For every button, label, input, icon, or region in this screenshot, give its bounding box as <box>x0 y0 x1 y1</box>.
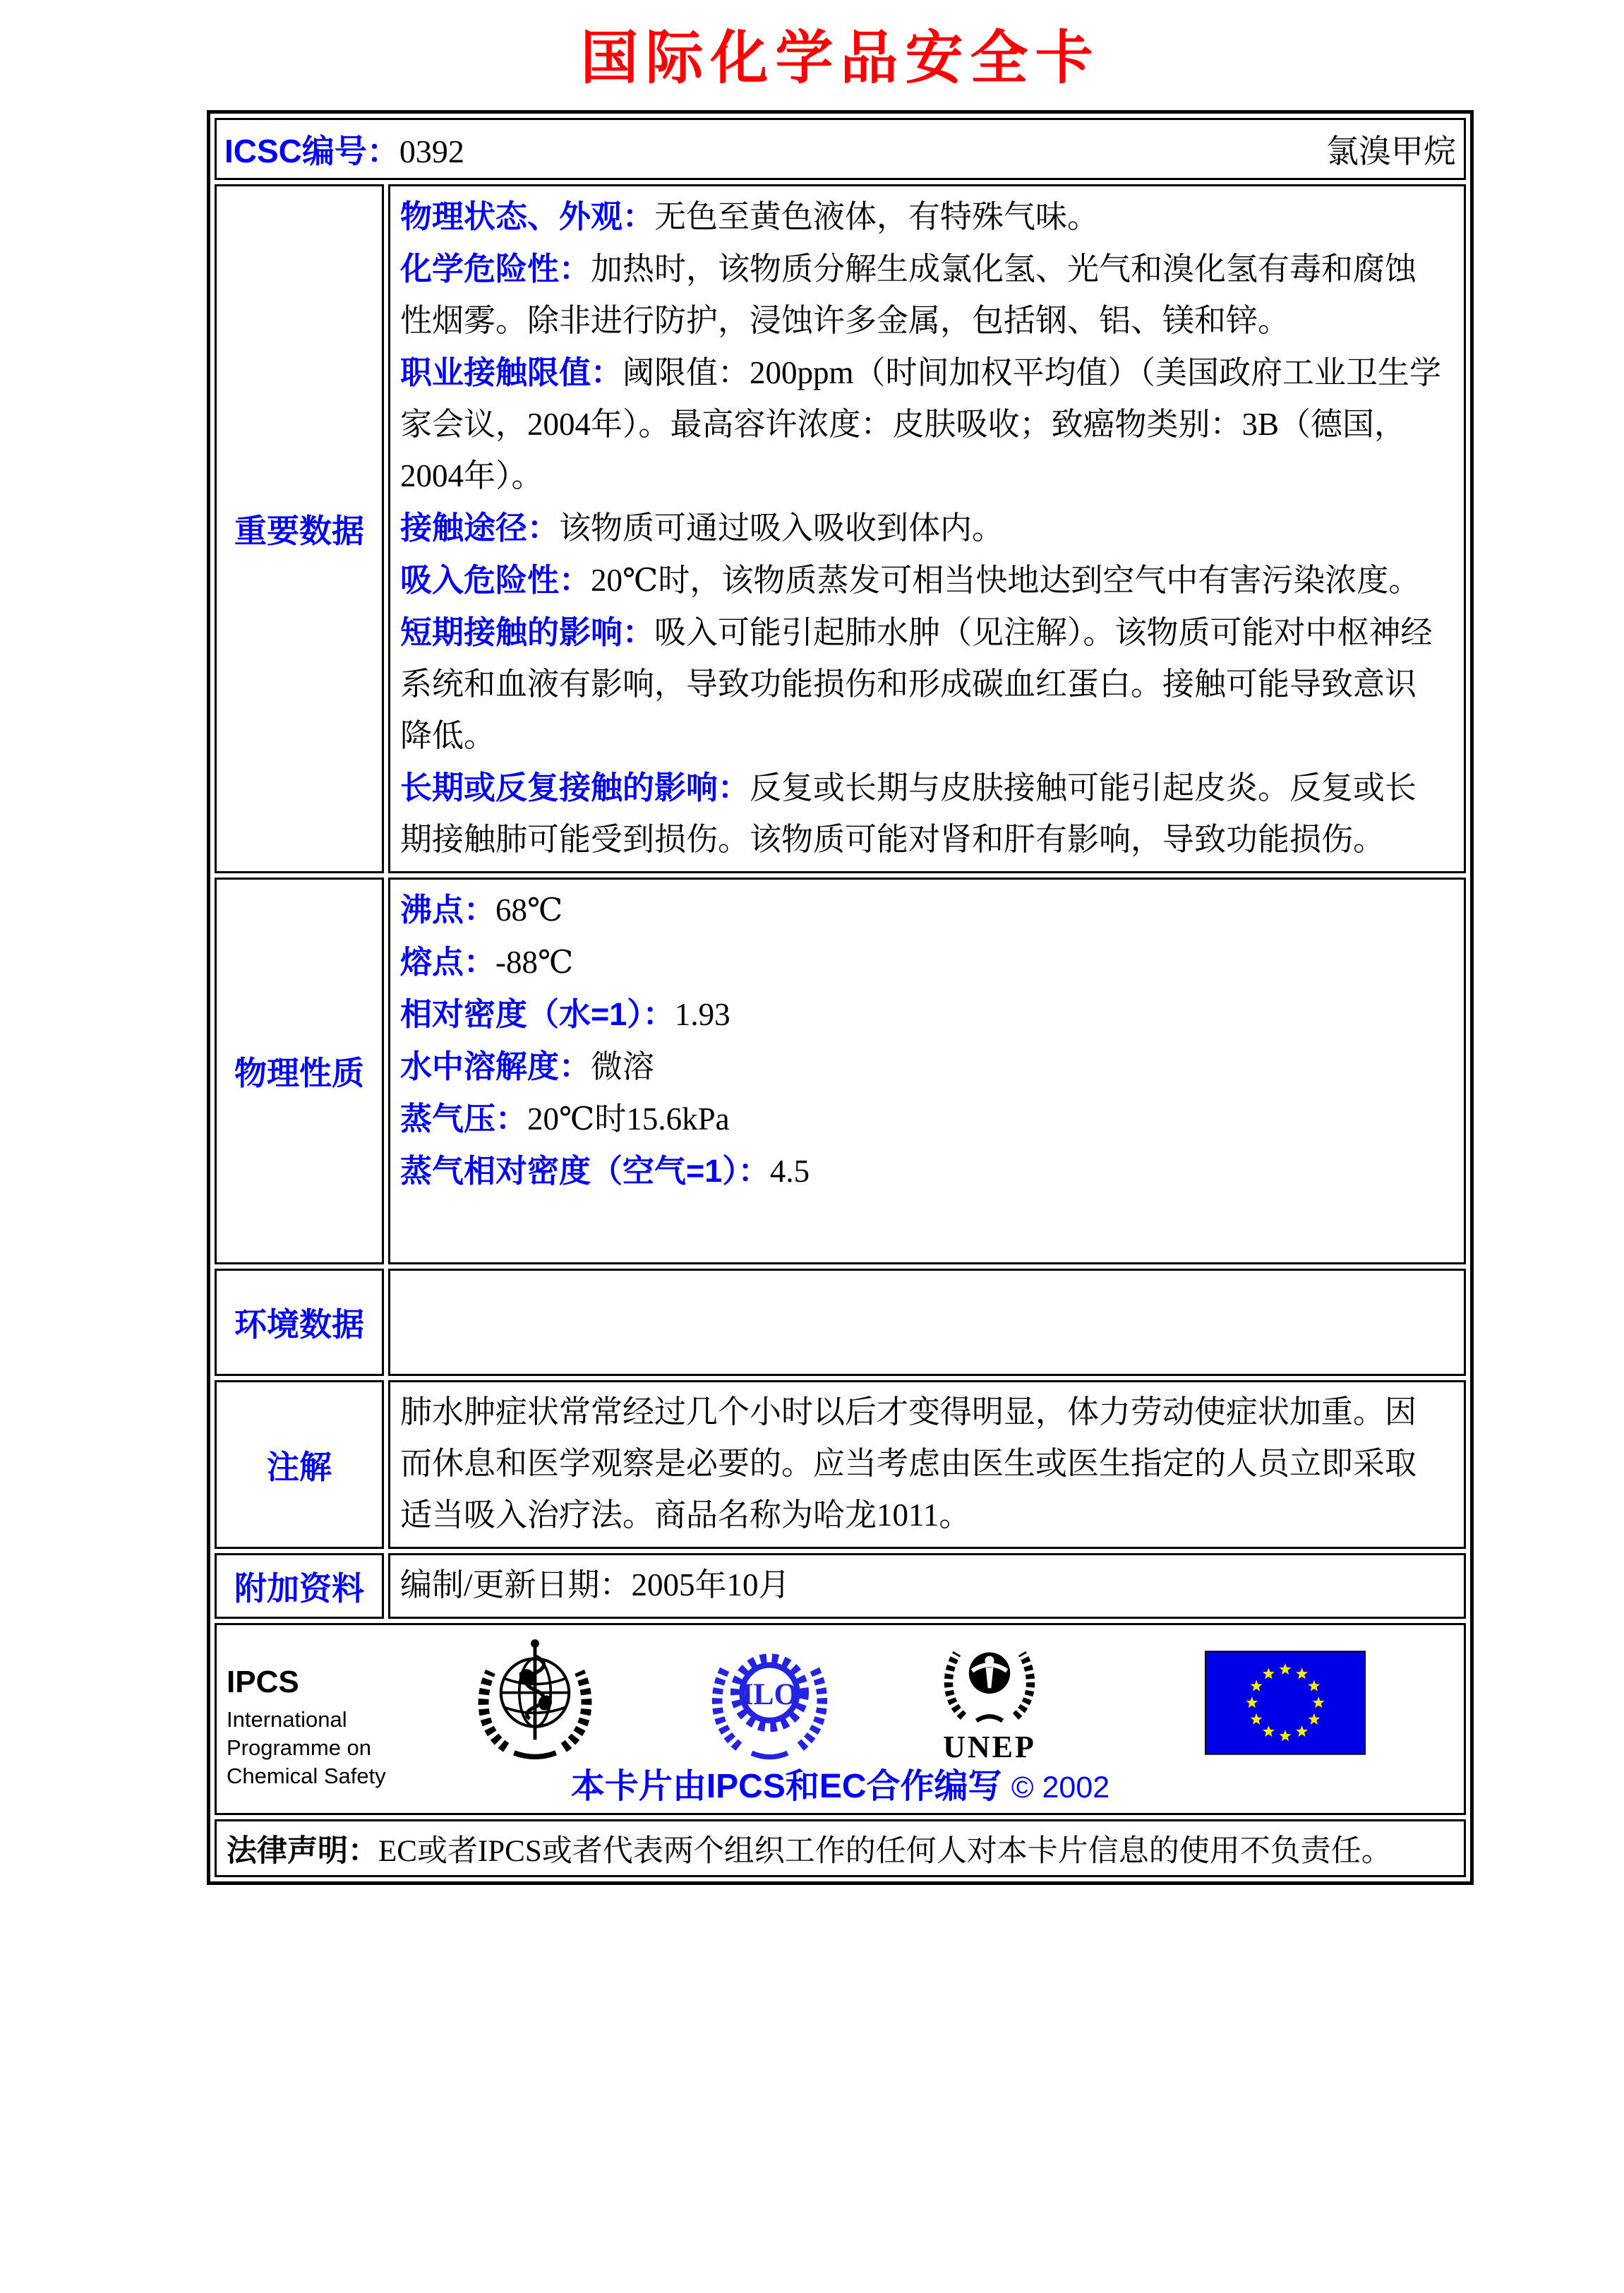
field-exposure-route: 接触途径：该物质可通过吸入吸收到体内。 <box>400 510 1004 546</box>
copyright-text: © 2002 <box>1011 1771 1110 1805</box>
card-header <box>217 126 1463 172</box>
environmental-data-content <box>388 1269 1466 1376</box>
field-vapor-relative-density: 蒸气相对密度（空气=1）：4.5 <box>400 1153 810 1190</box>
notes-row <box>215 1380 1466 1549</box>
ilo-logo-icon <box>694 1634 846 1762</box>
unep-wordmark: UNEP <box>943 1730 1036 1765</box>
unep-logo-icon <box>933 1629 1046 1730</box>
field-long-term-effects: 长期或反复接触的影响：反复或长期与皮肤接触可能引起皮炎。反复或长期接触肺可能受到损伤。该物质可能对肾和肝有影响，导致功能损伤。 <box>400 770 1417 858</box>
ipcs-acronym: IPCS <box>227 1665 299 1700</box>
physical-properties-row <box>215 878 1466 1264</box>
section-label-important-data: 重要数据 <box>215 184 384 873</box>
legal-text: EC或者IPCS或者代表两个组织工作的任何人对本卡片信息的使用不负责任。 <box>378 1834 1392 1868</box>
unep-logo <box>933 1629 1046 1765</box>
environmental-data-row <box>215 1269 1466 1376</box>
notes-content: 肺水肿症状常常经过几个小时以后才变得明显，体力劳动使症状加重。因而休息和医学观察是必要的。应当考虑由医生或医生指定的人员立即采取适当吸入治疗法。商品名称为哈龙1011。 <box>388 1380 1466 1549</box>
section-label-physical-properties: 物理性质 <box>215 878 384 1264</box>
physical-properties-content <box>388 878 1466 1264</box>
icsc-card-table <box>207 110 1474 1885</box>
icsc-number <box>224 126 464 172</box>
ipcs-text-block: IPCS International Programme on Chemical Safety <box>227 1665 386 1789</box>
field-chemical-danger: 化学危险性：加热时，该物质分解生成氯化氢、光气和溴化氢有毒和腐蚀性烟雾。除非进行防护，浸蚀许多金属，包括钢、铝、镁和锌。 <box>400 251 1417 339</box>
page-title: 国际化学品安全卡 <box>580 26 1100 90</box>
ilo-letters: ILO <box>741 1677 798 1712</box>
field-melting-point: 熔点：-88℃ <box>400 944 574 981</box>
icsc-number-value: 0392 <box>399 133 464 170</box>
legal-label: 法律声明： <box>227 1833 378 1868</box>
field-occupational-limit: 职业接触限值：阈限值：200ppm（时间加权平均值）（美国政府工业卫生学家会议，2004年）。最高容许浓度：皮肤吸收；致癌物类别：3B（德国，2004年）。 <box>400 354 1442 494</box>
field-water-solubility: 水中溶解度：微溶 <box>400 1048 655 1085</box>
additional-info-content: 编制/更新日期：2005年10月 <box>388 1553 1466 1619</box>
field-vapor-pressure: 蒸气压：20℃时15.6kPa <box>400 1101 730 1137</box>
icsc-number-label: ICSC编号： <box>224 133 399 170</box>
cooperation-caption: 本卡片由IPCS和EC合作编写 © 2002 <box>570 1768 1110 1806</box>
header-row <box>215 118 1466 180</box>
field-boiling-point: 沸点：68℃ <box>400 892 563 928</box>
section-label-notes: 注解 <box>215 1380 384 1549</box>
important-data-row <box>215 184 1466 873</box>
additional-info-row <box>215 1553 1466 1619</box>
section-label-additional-info: 附加资料 <box>215 1553 384 1619</box>
important-data-content <box>388 184 1466 873</box>
section-label-environmental-data: 环境数据 <box>215 1269 384 1376</box>
field-relative-density: 相对密度（水=1）：1.93 <box>400 996 730 1033</box>
eu-flag-icon <box>1205 1651 1366 1755</box>
chemical-name: 氯溴甲烷 <box>1326 133 1456 170</box>
legal-row <box>215 1819 1466 1877</box>
field-inhalation-risk: 吸入危险性：20℃时，该物质蒸发可相当快地达到空气中有害污染浓度。 <box>400 562 1421 599</box>
logos-row <box>215 1623 1466 1815</box>
who-logo-icon <box>454 1635 616 1761</box>
field-physical-state: 物理状态、外观：无色至黄色液体，有特殊气味。 <box>400 198 1100 235</box>
field-short-term-effects: 短期接触的影响：吸入可能引起肺水肿（见注解）。该物质可能对中枢神经系统和血液有影响，导致功能损伤和形成碳血红蛋白。接触可能导致意识降低。 <box>400 614 1433 754</box>
